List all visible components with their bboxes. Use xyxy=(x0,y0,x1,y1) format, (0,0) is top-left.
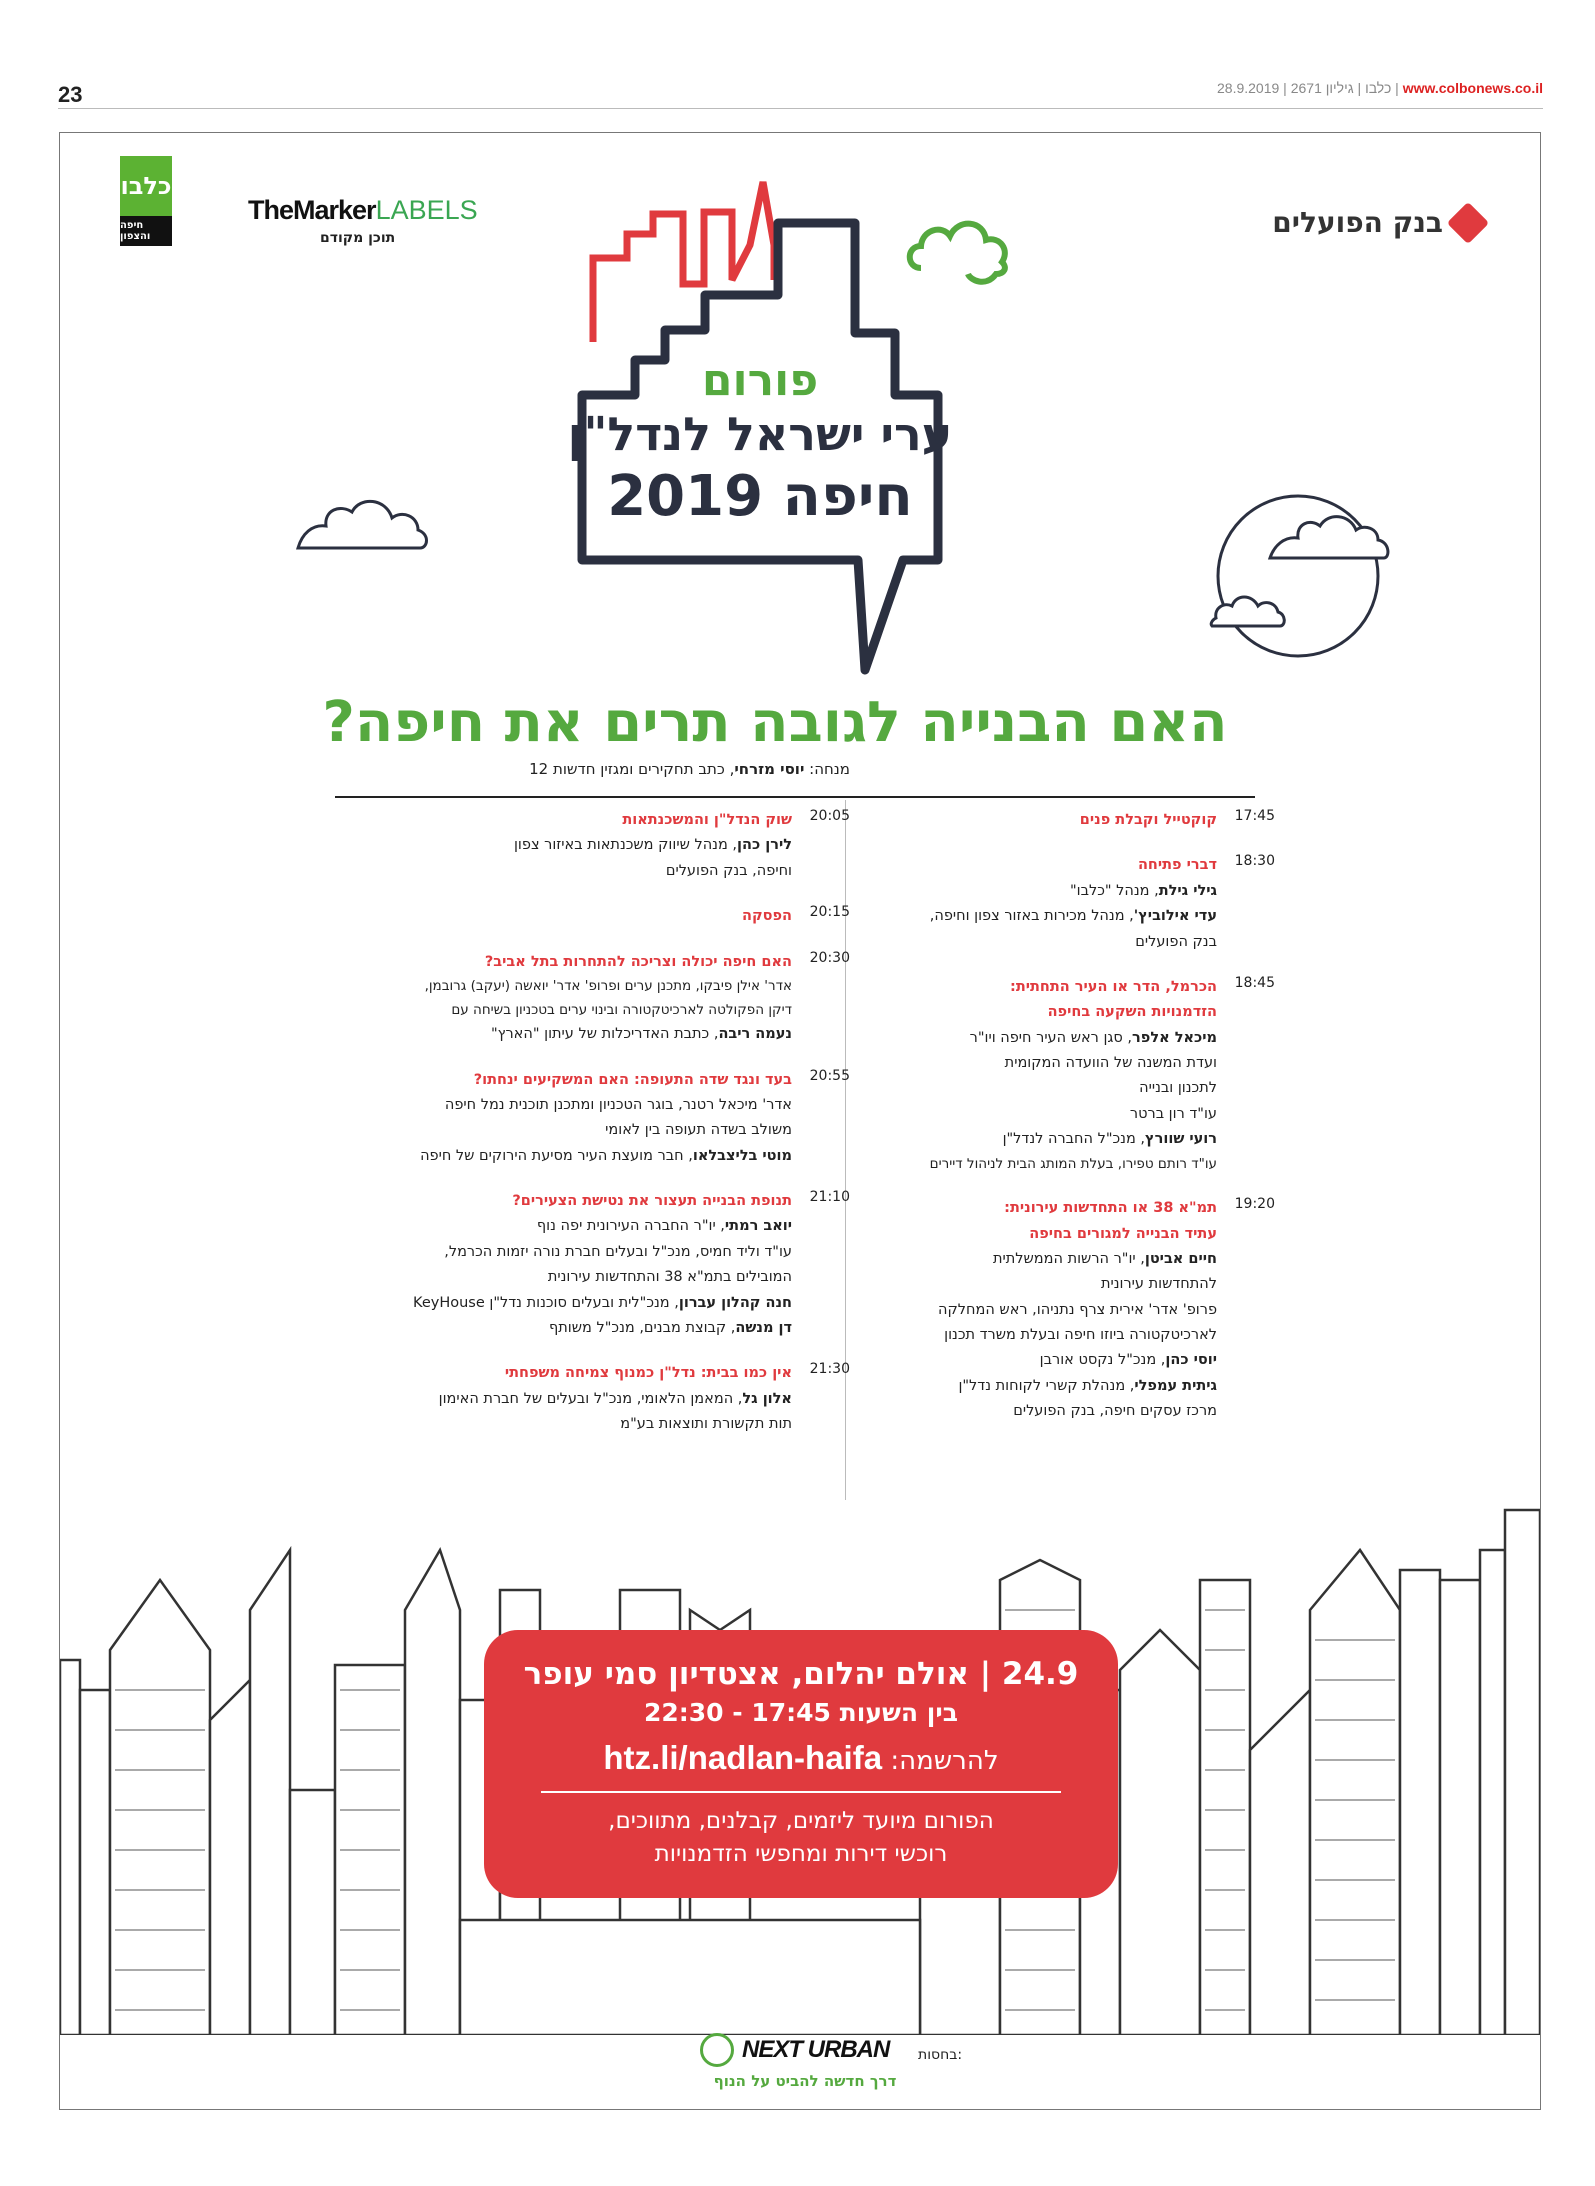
building-icon xyxy=(80,1690,110,2035)
building-icon xyxy=(290,1790,335,2035)
agenda-column-left xyxy=(330,808,850,1457)
speaker-line: עו"ד רון ברטר xyxy=(1129,1105,1217,1122)
building-icon xyxy=(1200,1580,1250,2035)
speaker-line: דן מנשה, קבוצת מבנים, מנכ"ל משותף xyxy=(549,1319,792,1336)
sponsored-content-label: תוכן מקודם xyxy=(320,230,396,246)
registration-label: להרשמה: xyxy=(890,1746,999,1776)
moderator-line xyxy=(300,760,850,778)
agenda-time: 21:10 xyxy=(809,1189,850,1205)
speaker-line: תות תקשורת ותוצאות בע"מ xyxy=(620,1416,792,1432)
agenda-time: 17:45 xyxy=(1234,808,1275,824)
page-number: 23 xyxy=(58,82,83,107)
speaker-line: מרכז עסקים חיפה, בנק הפועלים xyxy=(1013,1403,1217,1420)
speaker-line: חיים אביטן, יו"ר הרשות הממשלתית xyxy=(992,1250,1217,1267)
tower-icon xyxy=(1310,1550,1400,2035)
kolbo-logo-name: כלבו xyxy=(120,156,172,216)
speaker-line: גילי גילת, מנהל "כלבו" xyxy=(1069,882,1217,899)
event-date-venue: 24.9 | אולם יהלום, אצטדיון סמי עופר xyxy=(523,1656,1079,1692)
speaker-line: יואב רמתי, יו"ר החברה העירונית יפה נוף xyxy=(536,1218,792,1235)
speaker-line: פרופ' אדר' אירית צרף נתניהו, ראש המחלקה xyxy=(938,1301,1217,1318)
issue-date: 28.9.2019 xyxy=(1217,80,1280,96)
registration-box xyxy=(484,1630,1118,1898)
building-icon xyxy=(210,1680,250,2035)
themarker-labels: LABELS xyxy=(375,195,478,225)
registration-divider xyxy=(541,1791,1061,1793)
speaker-line: עדי אילוביץ', מנהל מכירות באזור צפון וחיפה, xyxy=(929,908,1217,925)
site-url[interactable]: www.colbonews.co.il xyxy=(1402,80,1543,96)
agenda-time: 21:30 xyxy=(809,1361,850,1378)
speaker-line: לארכיטקטורה ביוזו חיפה ובעלת משרד תכנון xyxy=(944,1327,1217,1343)
issue-number: גיליון 2671 xyxy=(1290,80,1354,96)
next-urban-logo xyxy=(700,2033,889,2067)
kolbo-logo-region: חיפה והצפון xyxy=(120,216,172,246)
speaker-line: לתכנון ובנייה xyxy=(1139,1080,1217,1097)
agenda-time: 20:55 xyxy=(809,1067,850,1084)
speaker-line: ועדת המשנה של הוועדה המקומית xyxy=(1004,1055,1217,1071)
paper-name: כלבו xyxy=(1365,80,1392,96)
building-icon xyxy=(1440,1580,1480,2035)
lowrise-icon xyxy=(460,1920,920,2035)
agenda-item xyxy=(875,1196,1275,1424)
agenda-item xyxy=(330,1189,850,1341)
agenda-item xyxy=(330,1068,850,1170)
agenda-time: 19:20 xyxy=(1234,1196,1275,1213)
speaker-line: דיקן הפקולטה לארכיטקטורה ובינוי ערים בטכניון בשיחה עם xyxy=(451,1001,792,1018)
agenda-title: שוק הנדל"ן והמשכנתאות xyxy=(622,812,792,828)
speaker-line: חנה קהלון עברון, מנכ"לית ובעלים סוכנות נדל"ן KeyHouse xyxy=(413,1294,792,1311)
agenda-item xyxy=(330,904,850,929)
forum-logo-line2: ערי ישראל לנדל"ן xyxy=(567,407,953,461)
agenda-title: דברי פתיחה xyxy=(1137,857,1217,874)
moderator-role: , כתב תחקירים ומגזין חדשות 12 xyxy=(529,760,735,778)
agenda-time: 20:15 xyxy=(809,904,850,921)
agenda-column-right xyxy=(875,808,1275,1445)
building-icon xyxy=(405,1550,460,2035)
speaker-line: רועי שוורץ, מנכ"ל החברה לנדל"ן xyxy=(1002,1131,1217,1148)
speaker-line: בנק הפועלים xyxy=(1135,933,1217,950)
header-rule xyxy=(58,108,1543,109)
cloud-icon xyxy=(298,501,427,548)
building-icon xyxy=(1120,1630,1200,2035)
agenda-item xyxy=(330,808,850,884)
speaker-line: נעמה ריבה, כתבת האדריכלות של עיתון "הארץ" xyxy=(491,1026,792,1043)
forum-logo-line3: חיפה 2019 xyxy=(607,464,913,529)
speaker-line: המובילים בתמ"א 38 והתחדשות עירונית xyxy=(547,1269,792,1286)
forum-logo-line1: פורום xyxy=(701,355,819,406)
agenda-time: 20:30 xyxy=(809,949,850,966)
agenda-title: תמ"א 38 או התחדשות עירונית: xyxy=(1004,1200,1217,1217)
registration-link[interactable]: htz.li/nadlan-haifa xyxy=(603,1739,883,1776)
speaker-line: לירן כהן, מנהל שיווק משכנתאות באיזור צפון xyxy=(513,837,792,854)
speaker-line: מוטי בליצבלאו, חבר מועצת העיר מסיעת הירוקים של חיפה xyxy=(420,1147,792,1164)
building-icon xyxy=(1480,1550,1505,2035)
agenda-title: תנופת הבנייה תעצור את נטישת הצעירים? xyxy=(512,1193,792,1209)
speaker-line: משולב בשדה תעופה בין לאומי xyxy=(605,1122,792,1139)
speaker-line: אדר' אילן פיבקו, מתכנן ערים ופרופ' אדר' יואשה (יעקב) גרובמן, xyxy=(424,977,792,994)
speaker-line: יוסי כהן, מנכ"ל נקסט אורבן xyxy=(1039,1352,1217,1369)
registration-line xyxy=(484,1739,1118,1777)
event-hours: בין השעות 17:45 - 22:30 xyxy=(644,1698,958,1727)
building-icon xyxy=(60,1660,80,2035)
agenda-item xyxy=(875,853,1275,955)
agenda-time: 18:45 xyxy=(1234,974,1275,991)
sponsor-label: בחסות: xyxy=(918,2047,963,2063)
themarker-name: TheMarker xyxy=(248,195,376,225)
agenda-title: קוקטייל וקבלת פנים xyxy=(1079,812,1217,828)
agenda-title: הכרמל, הדר או העיר התחתית: xyxy=(1010,978,1217,995)
agenda-item xyxy=(875,975,1275,1176)
agenda-title: הפסקה xyxy=(742,908,792,925)
forum-logo-illustration xyxy=(280,150,1460,690)
audience-line-2: רוכשי דירות ומחפשי הזדמנויות xyxy=(654,1841,948,1868)
agenda-subtitle: עתיד הבנייה למגורים בחיפה xyxy=(1029,1225,1217,1242)
kolbo-logo xyxy=(120,156,172,246)
bank-name: בנק הפועלים xyxy=(1272,206,1443,239)
building-icon xyxy=(1400,1570,1440,2035)
agenda-time: 18:30 xyxy=(1234,853,1275,870)
speaker-line: עו"ד וליד חמיס, מנכ"ל ובעלים חברת נורה יזמות הכרמל, xyxy=(444,1243,792,1260)
running-header: www.colbonews.co.il | כלבו | גיליון 2671 | 28.9.2019 xyxy=(1217,80,1543,96)
building-icon xyxy=(1250,1690,1310,2035)
moderator-label: מנחה: xyxy=(809,760,850,778)
agenda-subtitle: הזדמנויות השקעה בחיפה xyxy=(1047,1004,1217,1021)
sponsor-tagline: דרך חדשה להביט על הנוף xyxy=(713,2072,897,2090)
speaker-line: אלון גל, המאמן הלאומי, מנכ"ל ובעלים של חברת האימון xyxy=(438,1390,792,1407)
sponsor-name: NEXT URBAN xyxy=(742,2036,890,2063)
agenda-title: אין כמו בבית: נדל"ן כמנוף צמיחה משפחתי xyxy=(504,1365,792,1382)
speaker-line: אדר' מיכאל רטנר, בוגר הטכניון ומתכנן תוכנית נמל חיפה xyxy=(444,1096,792,1113)
agenda-title: האם חיפה יכולה וצריכה להתחרות בתל אביב? xyxy=(484,953,792,970)
tower-icon xyxy=(110,1580,210,2035)
agenda-time: 20:05 xyxy=(809,808,850,824)
agenda-item xyxy=(875,808,1275,833)
audience-line-1: הפורום מיועד ליזמים, קבלנים, מתווכים, xyxy=(608,1808,994,1834)
agenda-top-rule xyxy=(335,796,1255,798)
speaker-line: להתחדשות עירונית xyxy=(1100,1276,1217,1293)
agenda-item xyxy=(330,950,850,1048)
green-cloud-icon xyxy=(910,224,1005,282)
spire-icon xyxy=(250,1550,290,2035)
speaker-line: גיתית עמפלי, מנהלת קשרי לקוחות נדל"ן xyxy=(958,1377,1217,1394)
next-urban-ring-icon xyxy=(700,2033,734,2067)
building-icon xyxy=(1505,1510,1540,2035)
speaker-line: וחיפה, בנק הפועלים xyxy=(665,862,792,879)
speaker-line: עו"ד רותם טפירו, בעלת המותג הבית לניהול דיירים xyxy=(929,1155,1217,1172)
sun-icon xyxy=(1218,496,1378,656)
speaker-line: מיכאל אלפר, סגן ראש העיר חיפה ויו"ר xyxy=(969,1029,1217,1046)
moderator-name: יוסי מזרחי xyxy=(734,760,805,778)
agenda-title: בעד ונגד שדה התעופה: האם המשקיעים ינחתו? xyxy=(473,1071,792,1088)
headline: האם הבנייה לגובה תרים את חיפה? xyxy=(322,690,1228,755)
agenda-item xyxy=(330,1361,850,1437)
